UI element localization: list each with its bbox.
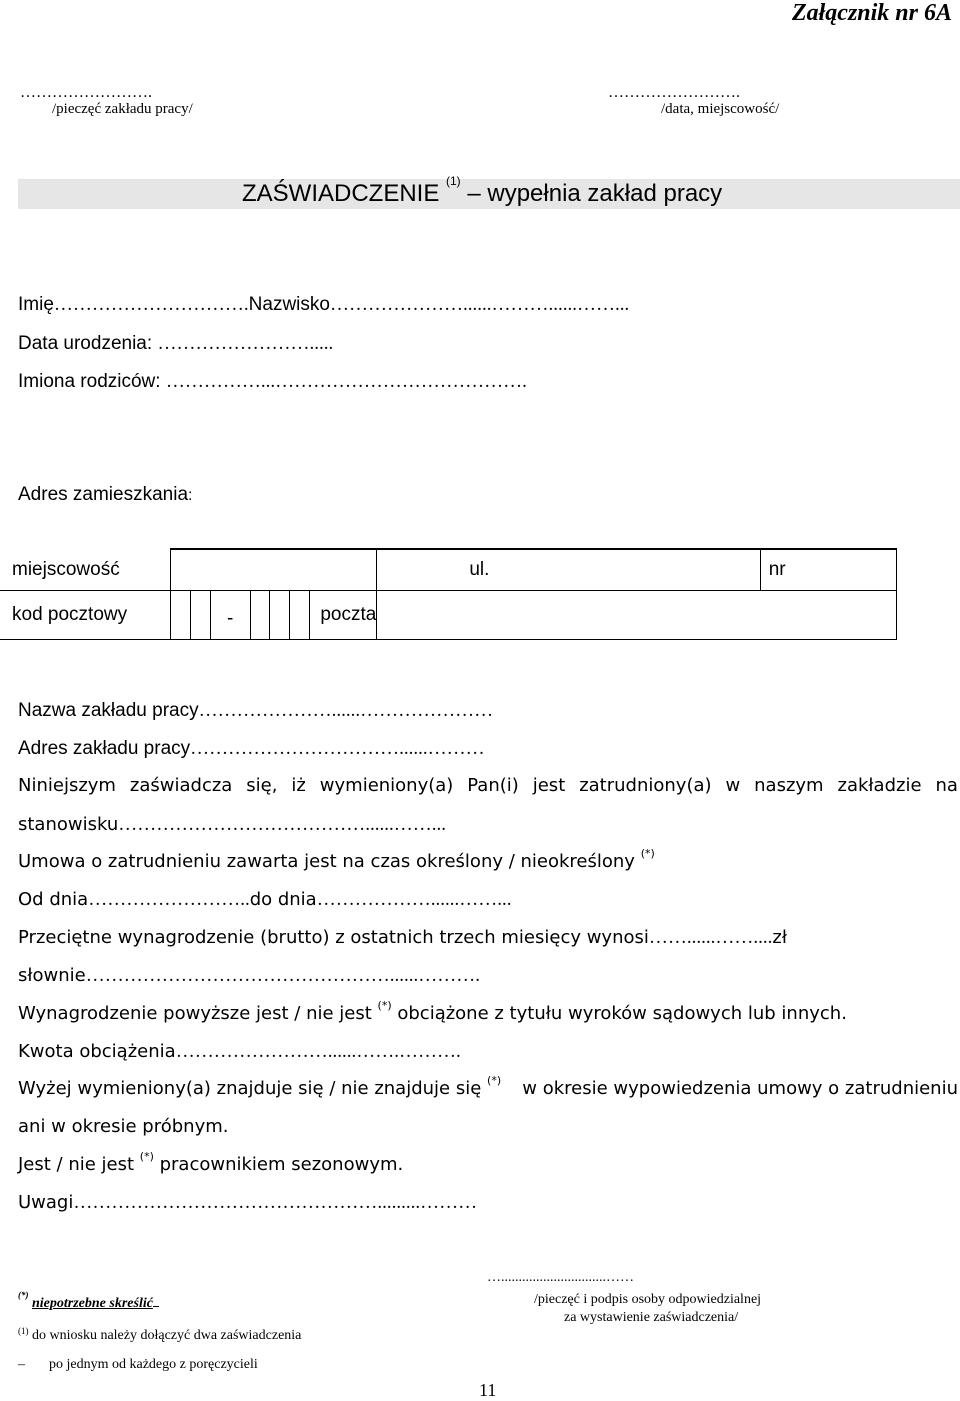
post-office-label: poczta (320, 604, 377, 625)
remarks-label: Uwagi (18, 1192, 74, 1213)
footnote-copies-text: do wniosku należy dołączyć dwa zaświadczenia (32, 1328, 302, 1343)
footnote-strike (18, 1292, 159, 1312)
notice-text-1-wrap (18, 1074, 502, 1099)
company-name-line (18, 700, 493, 722)
encumbrance-text-1: Wynagrodzenie powyższe jest / nie jest (18, 1003, 372, 1024)
number-cell[interactable] (760, 549, 896, 591)
statement-word: jest (532, 775, 566, 796)
encumbrance-text-2: obciążone z tytułu wyroków sądowych lub innych. (397, 1003, 847, 1024)
footnote-strike-mark: (*) (18, 1290, 29, 1300)
statement-word: zaświadcza (129, 775, 233, 796)
in-words-line (18, 965, 480, 987)
signature-caption-1: /pieczęć i podpis osoby odpowiedzialnej (534, 1292, 762, 1307)
date-caption: /data, miejscowość/ (661, 101, 780, 117)
street-label: ul. (469, 559, 490, 580)
amount-field[interactable]: ……………………......…….………. (175, 1041, 461, 1062)
postcode-digit-1[interactable] (170, 591, 190, 640)
locality-field[interactable] (170, 549, 376, 591)
notice-text-1: Wyżej wymieniony(a) znajduje się / nie znajduje się (18, 1078, 482, 1099)
company-name-field[interactable]: …………………......………………… (198, 700, 494, 721)
address-row-1 (0, 549, 897, 591)
encumbrance-mark: (*) (377, 999, 392, 1012)
remarks-line (18, 1192, 477, 1214)
salary-field[interactable]: ……......…….... (648, 927, 773, 948)
position-label: stanowisku (18, 814, 119, 835)
postcode-dash: - (226, 608, 234, 629)
period-line (18, 889, 511, 911)
footnote-underline-tail (153, 1292, 159, 1307)
address-heading (18, 484, 192, 506)
salary-unit: zł (772, 927, 787, 948)
statement-word: się, (246, 775, 278, 796)
statement-line (18, 775, 958, 796)
seasonal-text-1: Jest / nie jest (18, 1154, 135, 1175)
postcode-dash-cell (210, 591, 250, 640)
title-footnote-ref: (1) (446, 174, 461, 188)
name-line (18, 294, 629, 316)
document-title (242, 174, 723, 208)
amount-line (18, 1041, 461, 1063)
date-dots: ……………………. (608, 84, 740, 101)
signature-dots: …..............................…… (487, 1270, 634, 1285)
statement-word: naszym (754, 775, 824, 796)
address-colon: : (188, 487, 193, 504)
position-line (18, 814, 446, 836)
street-cell[interactable] (377, 549, 760, 591)
statement-word: Pan(i) (467, 775, 519, 796)
post-office-label-cell (310, 591, 377, 640)
contract-text: Umowa o zatrudnieniu zawarta jest na czas określony / nieokreślony (18, 851, 635, 872)
footnote-copies (18, 1328, 301, 1344)
footnote-copies-mark: (1) (18, 1326, 29, 1336)
company-address-field[interactable]: ……………………………......……… (190, 738, 485, 759)
signature-caption-2: za wystawienie zaświadczenia/ (564, 1310, 739, 1325)
footnote-guarantors (18, 1357, 258, 1373)
postcode-digit-4[interactable] (270, 591, 290, 640)
seasonal-text-2: pracownikiem sezonowym. (159, 1154, 404, 1175)
from-field[interactable]: …………………….. (88, 889, 250, 910)
seasonal-mark: (*) (139, 1150, 154, 1163)
page-number: 11 (479, 1380, 497, 1400)
birth-label: Data urodzenia: (18, 333, 153, 354)
notice-text-3: ani w okresie próbnym. (18, 1116, 229, 1137)
title-subtitle: – wypełnia zakład pracy (467, 180, 723, 207)
position-field[interactable]: …………………………………......……... (118, 814, 447, 835)
to-field[interactable]: ………………......……... (316, 889, 512, 910)
number-label: nr (768, 559, 786, 580)
contract-line (18, 847, 655, 872)
address-label: Adres zamieszkania (18, 484, 189, 505)
statement-word: na (935, 775, 958, 796)
seasonal-line (18, 1150, 404, 1175)
stamp-caption: /pieczęć zakładu pracy/ (52, 101, 193, 117)
statement-word: Niniejszym (18, 775, 116, 796)
postcode-digit-5[interactable] (290, 591, 310, 640)
in-words-label: słownie (18, 965, 86, 986)
company-address-label: Adres zakładu pracy (18, 738, 191, 759)
post-office-field[interactable] (377, 591, 897, 640)
encumbrance-line (18, 999, 847, 1024)
notice-mark: (*) (487, 1074, 502, 1087)
contract-mark: (*) (640, 847, 655, 860)
postcode-digit-3[interactable] (250, 591, 270, 640)
title-text: ZAŚWIADCZENIE (242, 180, 440, 207)
postcode-digit-2[interactable] (190, 591, 210, 640)
salary-text: Przeciętne wynagrodzenie (brutto) z ostatnich trzech miesięcy wynosi (18, 927, 649, 948)
first-name-label: Imię (18, 294, 54, 315)
statement-word: w (725, 775, 741, 796)
address-row-2 (0, 591, 897, 640)
first-name-field[interactable]: …………………………. (53, 294, 249, 315)
parents-field[interactable]: ……………...…………………………………. (165, 371, 527, 392)
statement-word: wymieniony(a) (319, 775, 454, 796)
locality-label-cell (0, 549, 170, 591)
address-table (0, 548, 897, 640)
locality-label: miejscowość (12, 558, 120, 580)
parents-label: Imiona rodziców: (18, 371, 161, 392)
company-address-line (18, 738, 485, 760)
statement-word: zatrudniony(a) (579, 775, 712, 796)
notice-text-2: w okresie wypowiedzenia umowy o zatrudnieniu (522, 1078, 958, 1099)
postcode-label: kod pocztowy (12, 604, 128, 625)
from-label: Od dnia (18, 889, 89, 910)
footnote-guarantors-dash: – (18, 1357, 25, 1372)
annex-label: Załącznik nr 6A (791, 0, 952, 26)
company-name-label: Nazwa zakładu pracy (18, 700, 199, 721)
footnote-guarantors-text: po jednym od każdego z poręczycieli (49, 1357, 258, 1372)
to-label: do dnia (249, 889, 317, 910)
last-name-field[interactable]: …………………......………......……... (329, 294, 630, 315)
amount-label: Kwota obciążenia (18, 1041, 176, 1062)
birth-field[interactable]: ……………………..... (157, 333, 334, 354)
salary-line (18, 927, 787, 949)
remarks-field[interactable]: ………………………………………….........……… (73, 1192, 478, 1213)
notice-line (18, 1074, 958, 1099)
last-name-label: Nazwisko (248, 294, 330, 315)
footnote-strike-text: niepotrzebne skreślić (32, 1296, 153, 1311)
parents-line (18, 371, 527, 393)
birth-line (18, 333, 333, 355)
statement-word: zakładzie (837, 775, 922, 796)
in-words-field[interactable]: …………………………………………......………. (85, 965, 480, 986)
postcode-label-cell (0, 591, 170, 640)
statement-word: iż (291, 775, 306, 796)
notice-line-2 (18, 1116, 228, 1137)
stamp-dots: ……………………. (20, 84, 152, 101)
